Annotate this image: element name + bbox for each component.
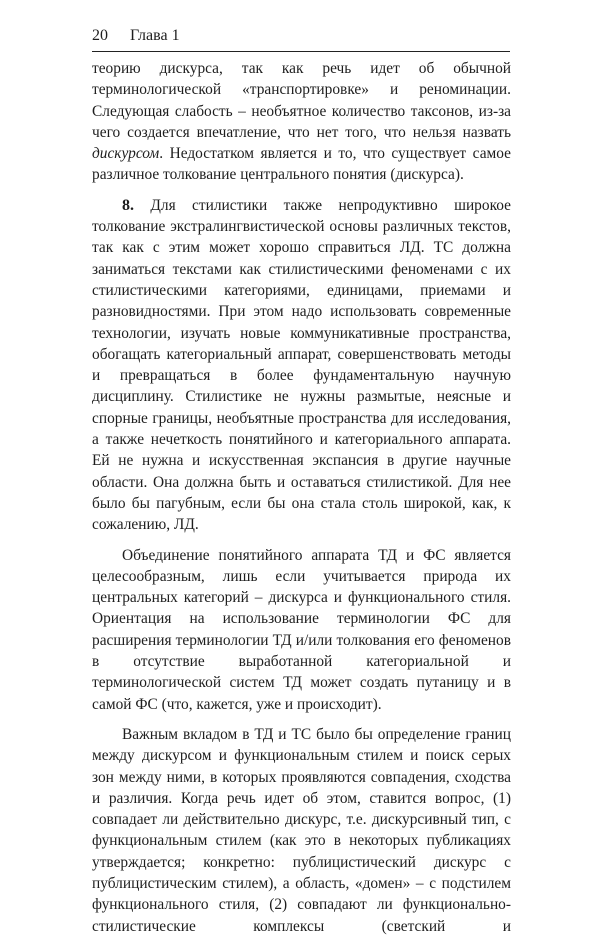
page-number: 20 [92,27,108,44]
paragraph-2 [92,195,511,536]
paragraph-1 [92,58,511,186]
paragraph-4: Важным вкладом в ТД и ТС было бы определение границ между дискурсом и функциональным стилем и поиск серых зон между ними, в которых проявляются совпадения, сходства и различия. Когда речь идет об этом, ставится вопрос, (1) совпадает ли действительно дискурс, т.е. дискурсивный тип, с функциональным стилем (как это в некоторых публикациях утверждается; конкретно: публицистический дискурс с публицистическим стилем), а область, «домен» – с подстилем функционального стиля, (2) совпадают ли функционально-стилистические комплексы (светский и [92,725,511,935]
paragraph-3: Объединение понятийного аппарата ТД и ФС является целесообразным, лишь если учитывается природа их центральных категорий – дискурса и функционального стиля. Ориентация на использование терминологии ФС для расширения терминологии ТД и/или толкования его феноменов в отсутствие выработанной категориальной и терминологической систем ТД может создать путаницу и в самой ФС (что, кажется, уже и происходит). [92,546,511,713]
chapter-title: Глава 1 [130,27,180,44]
section-number: 8. [122,196,134,214]
running-header [92,26,512,46]
paragraph-1-text-b: . Недостатком является и то, что существует самое различное толкование центрального понятия (дискурса). [92,145,511,184]
paragraph-2-text: Для стилистики также непродуктивно широкое толкование экстралингвистической основы различных текстов, так как с этим может хорошо справиться ЛД. ТС должна заниматься текстами как стилистическими феноменами с их стилистическими категориями, единицами, приемами и разновидностями. При этом надо использовать современные технологии, изучать новые коммуникативные пространства, обогащать категориальный аппарат, совершенствовать методы и превращаться в более фундаментальную научную дисциплину. Стилистике не нужны размытые, неясные и спорные границы, необъятные пространства для исследования, а также нечеткость понятийного и категориального аппарата. Ей не нужна и искусственная экспансия в другие научные области. Она должна быть и оставаться стилистикой. Для нее было бы пагубным, если бы она стала столь широкой, как, к сожалению, ЛД. [92,196,511,534]
header-rule [92,51,510,52]
paragraph-1-text-a: теорию дискурса, так как речь идет об обычной терминологической «транспортировке» и реноминации. Следующая слабость – необъятное количество таксонов, из-за чего создается впечатление, что нет того, что нельзя назвать [92,60,511,141]
paragraph-1-emphasis: дискурсом [92,145,160,163]
body-text [92,58,511,937]
